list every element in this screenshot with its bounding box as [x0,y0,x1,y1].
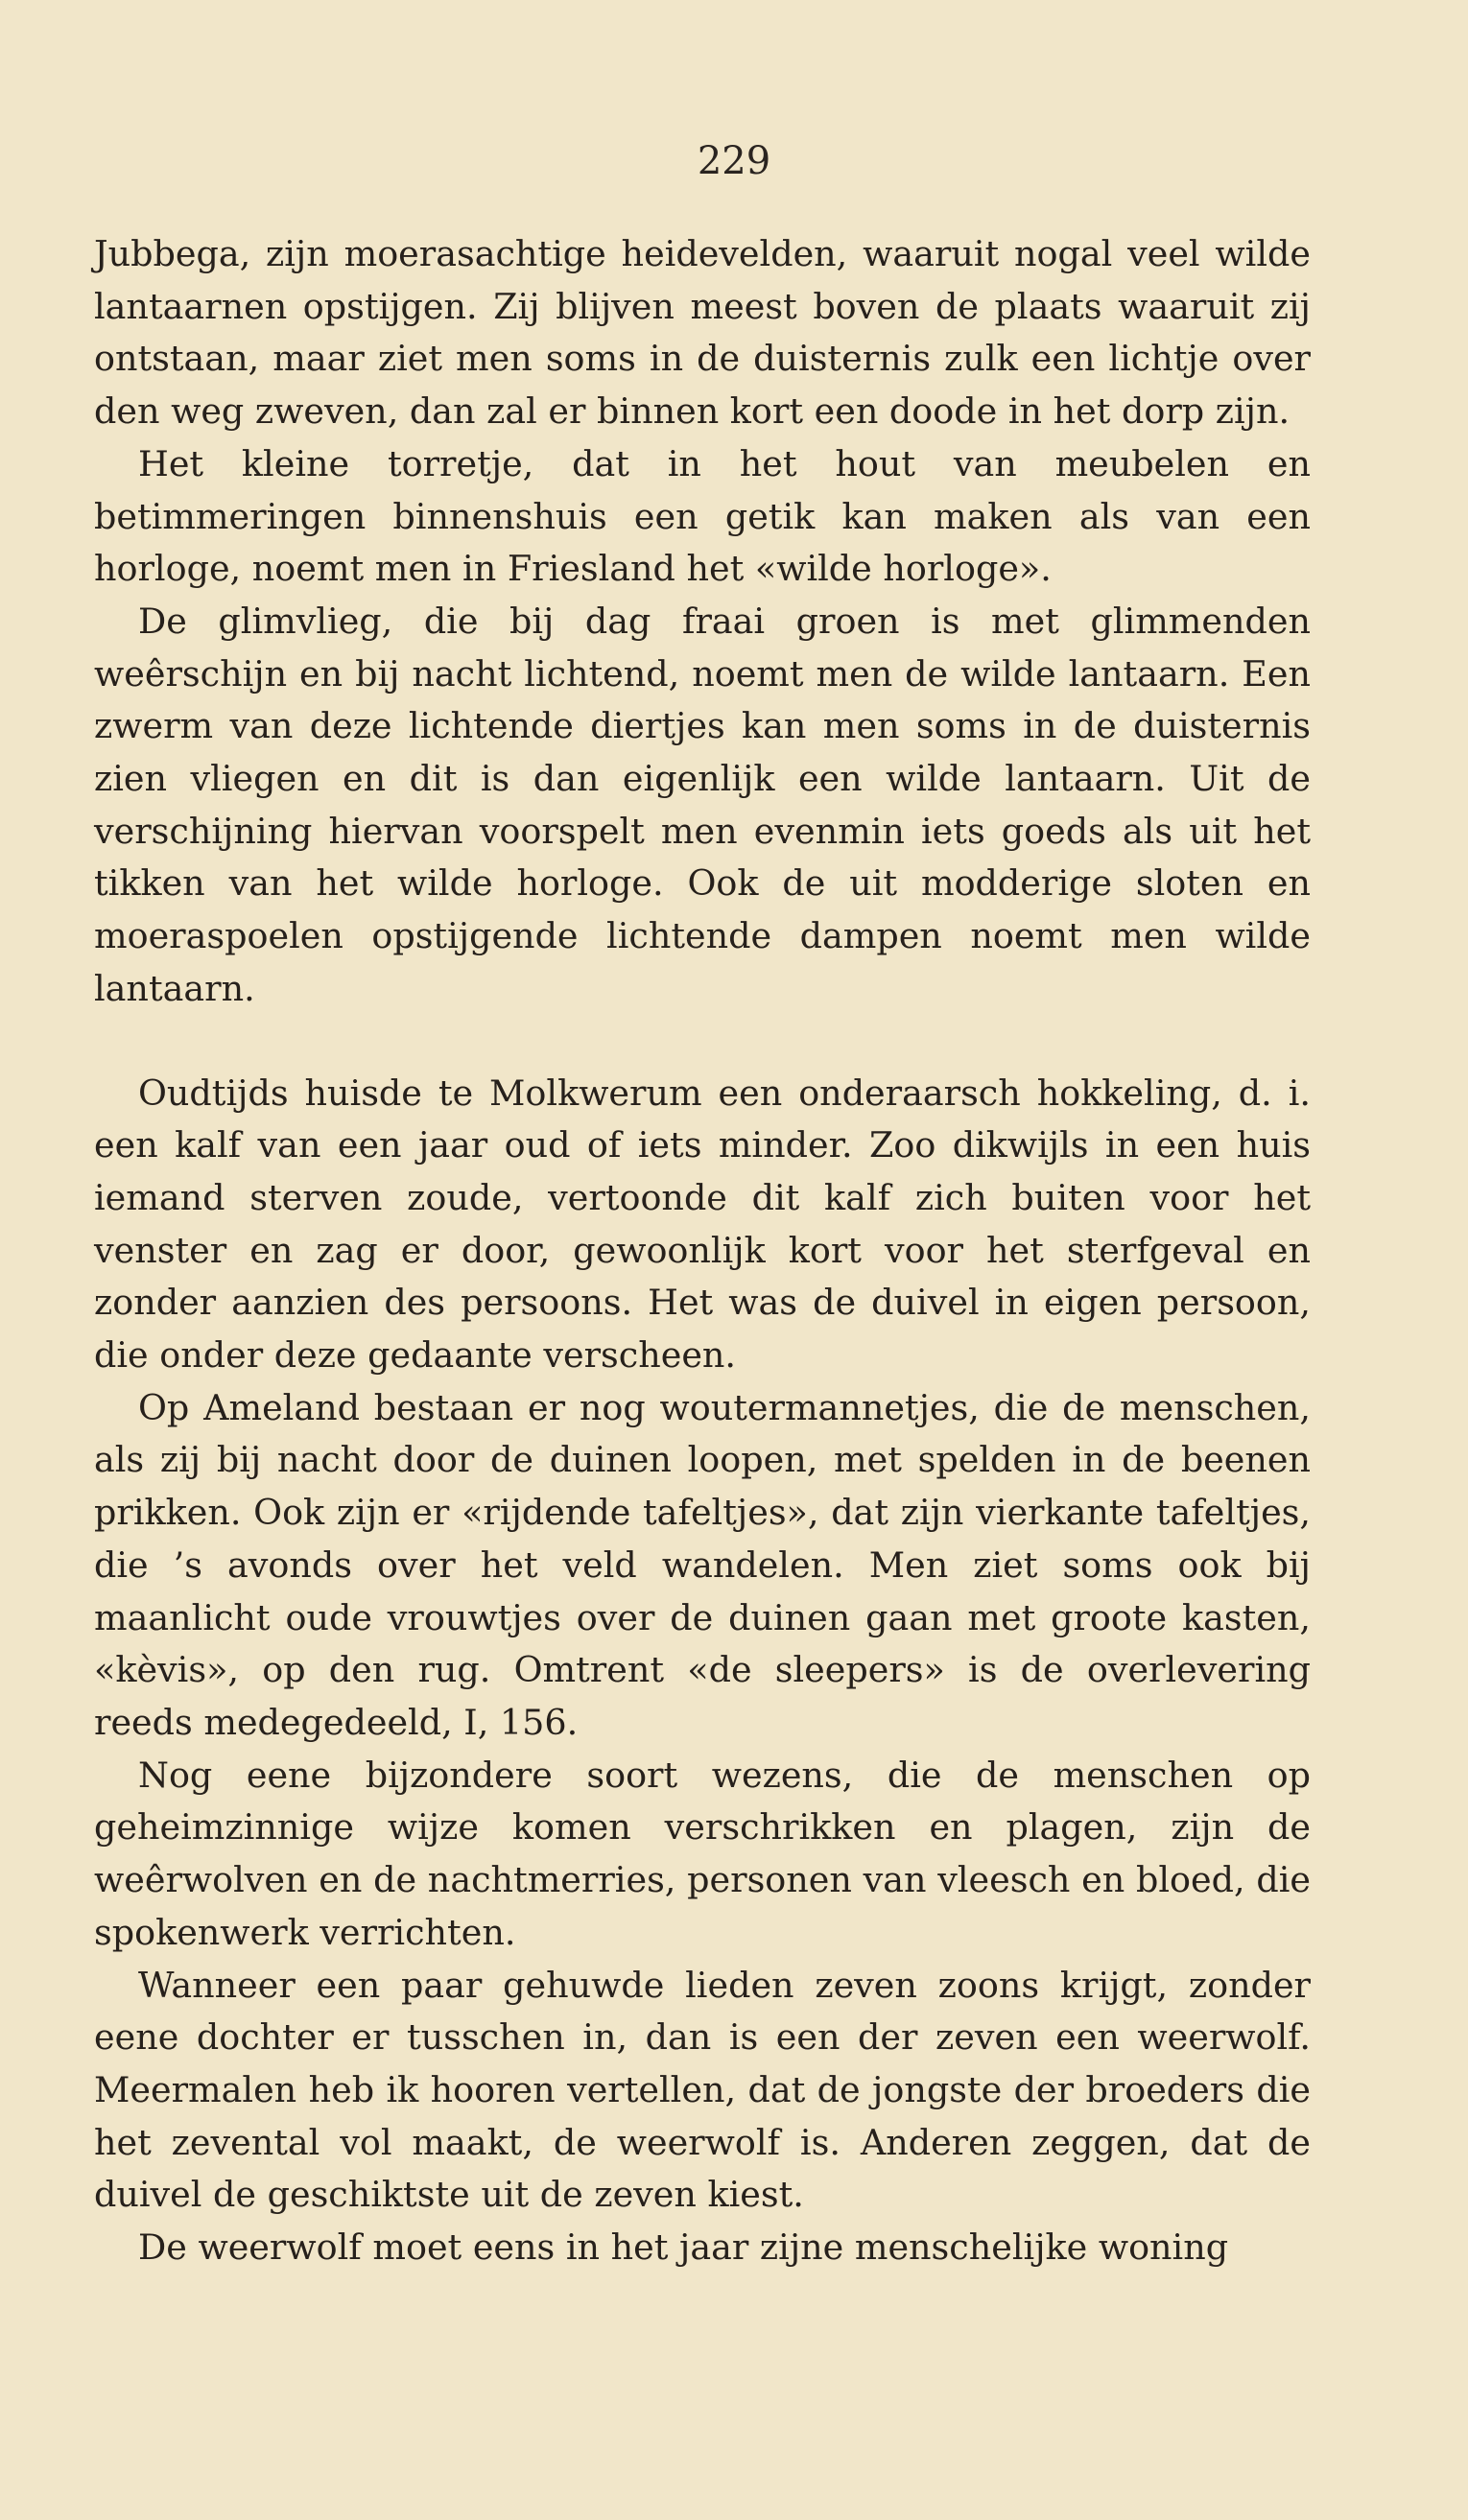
paragraph: Het kleine torretje, dat in het hout van meubelen en betimmeringen binnenshuis een getik kan maken als van een horloge, noemt men in Friesland het «wilde horloge». [94,442,1311,590]
paragraph: Oudtijds huisde te Molkwerum een onderaarsch hokkeling, d. i. een kalf van een jaar oud of iets minder. Zoo dikwijls in een huis iemand sterven zoude, vertoonde dit kalf zich buiten voor het venster en zag er door, gewoonlijk kort voor het sterfgeval en zonder aanzien des persoons. Het was de duivel in eigen persoon, die onder deze gedaante verscheen. [94,1072,1311,1377]
page-number: 229 [697,139,771,183]
paragraph: Wanneer een paar gehuwde lieden zeven zoons krijgt, zonder eene dochter er tusschen in, dan is een der zeven een weerwolf. Meermalen heb ik hooren vertellen, dat de jongste der broeders die het zevental vol maakt, de weerwolf is. Anderen zeggen, dat de duivel de geschiktste uit de zeven kiest. [94,1964,1311,2216]
paragraph: Op Ameland bestaan er nog woutermannetjes, die de menschen, als zij bij nacht door de duinen loopen, met spelden in de beenen prikken. Ook zijn er «rijdende tafeltjes», dat zijn vierkante tafeltjes, die ’s avonds over het veld wandelen. Men ziet soms ook bij maanlicht oude vrouwtjes over de duinen gaan met groote kasten, «kèvis», op den rug. Omtrent «de sleepers» is de overlevering reeds medegedeeld, I, 156. [94,1386,1311,1743]
paragraph: De glimvlieg, die bij dag fraai groen is met glimmenden weêrschijn en bij nacht lichtend, noemt men de wilde lantaarn. Een zwerm van deze lichtende diertjes kan men soms in de duisternis zien vliegen en dit is dan eigenlijk een wilde lantaarn. Uit de verschijning hiervan voorspelt men evenmin iets goeds als uit het tikken van het wilde horloge. Ook de uit modderige sloten en moeraspoelen opstijgende lichtende dampen noemt men wilde lantaarn. [94,600,1311,1009]
paragraph: Nog eene bijzondere soort wezens, die de menschen op geheimzinnige wijze komen verschrikken en plagen, zijn de weêrwolven en de nachtmerries, personen van vleesch en bloed, die spokenwerk verrichten. [94,1754,1311,1953]
body-text [94,228,1311,2274]
paragraph: De weerwolf moet eens in het jaar zijne menschelijke woning [138,2226,1229,2269]
paragraph: Jubbega, zijn moerasachtige heidevelden, waaruit nogal veel wilde lantaarnen opstijgen. Zij blijven meest boven de plaats waaruit zij ontstaan, maar ziet men soms in de duisternis zulk een lichtje over den weg zweven, dan zal er binnen kort een doode in het dorp zijn. [94,233,1311,433]
